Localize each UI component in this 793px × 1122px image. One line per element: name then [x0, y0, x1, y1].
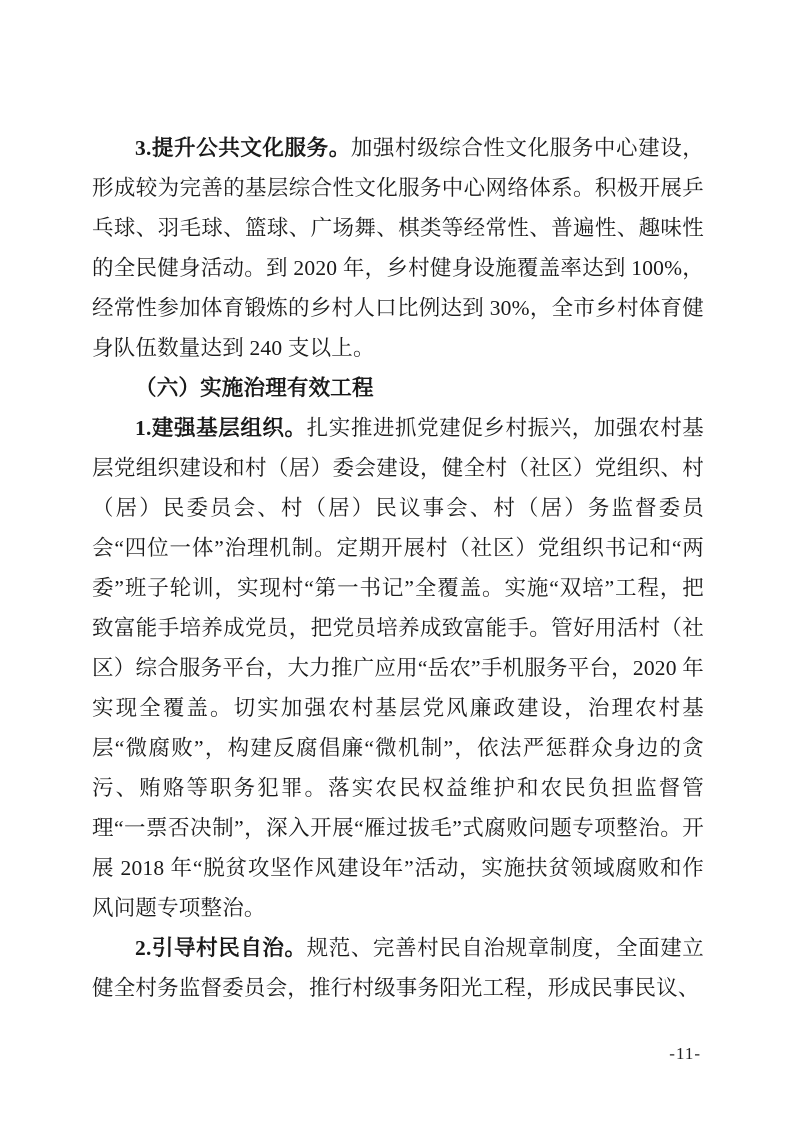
paragraph-lead-strengthen-grassroots-organization: 1.建强基层组织。 [135, 416, 307, 440]
paragraph-lead-public-culture-service: 3.提升公共文化服务。 [135, 136, 351, 160]
paragraph-strengthen-grassroots-organization [92, 408, 704, 928]
document-body [92, 128, 704, 1008]
page-number: -11- [669, 1044, 701, 1063]
paragraph-public-culture-service [92, 128, 704, 368]
paragraph-text-guide-villager-autonomy: 规范、完善村民自治规章制度，全面建立健全村务监督委员会，推行村级事务阳光工程，形成民事民议、 [92, 936, 704, 1000]
paragraph-lead-guide-villager-autonomy: 2.引导村民自治。 [135, 936, 307, 960]
paragraph-text-strengthen-grassroots-organization: 扎实推进抓党建促乡村振兴，加强农村基层党组织建设和村（居）委会建设，健全村（社区）党组织、村（居）民委员会、村（居）民议事会、村（居）务监督委员会“四位一体”治理机制。定期开展村（社区）党组织书记和“两委”班子轮训，实现村“第一书记”全覆盖。实施“双培”工程，把致富能手培养成党员，把党员培养成致富能手。管好用活村（社区）综合服务平台，大力推广应用“岳农”手机服务平台，2020 年实现全覆盖。切实加强农村基层党风廉政建设，治理农村基层“微腐败”，构建反腐倡廉“微机制”，依法严惩群众身边的贪污、贿赂等职务犯罪。落实农民权益维护和农民负担监督管理“一票否决制”，深入开展“雁过拔毛”式腐败问题专项整治。开展 2018 年“脱贫攻坚作风建设年”活动，实施扶贫领域腐败和作风问题专项整治。 [92, 416, 704, 920]
paragraph-text-public-culture-service: 加强村级综合性文化服务中心建设，形成较为完善的基层综合性文化服务中心网络体系。积极开展乒乓球、羽毛球、篮球、广场舞、棋类等经常性、普遍性、趣味性的全民健身活动。到 2020 年，乡村健身设施覆盖率达到 100%，经常性参加体育锻炼的乡村人口比例达到 30%，全市乡村体育健身队伍数量达到 240 支以上。 [92, 136, 705, 360]
paragraph-guide-villager-autonomy [92, 928, 704, 1008]
section-heading-governance-project: （六）实施治理有效工程 [135, 376, 374, 400]
